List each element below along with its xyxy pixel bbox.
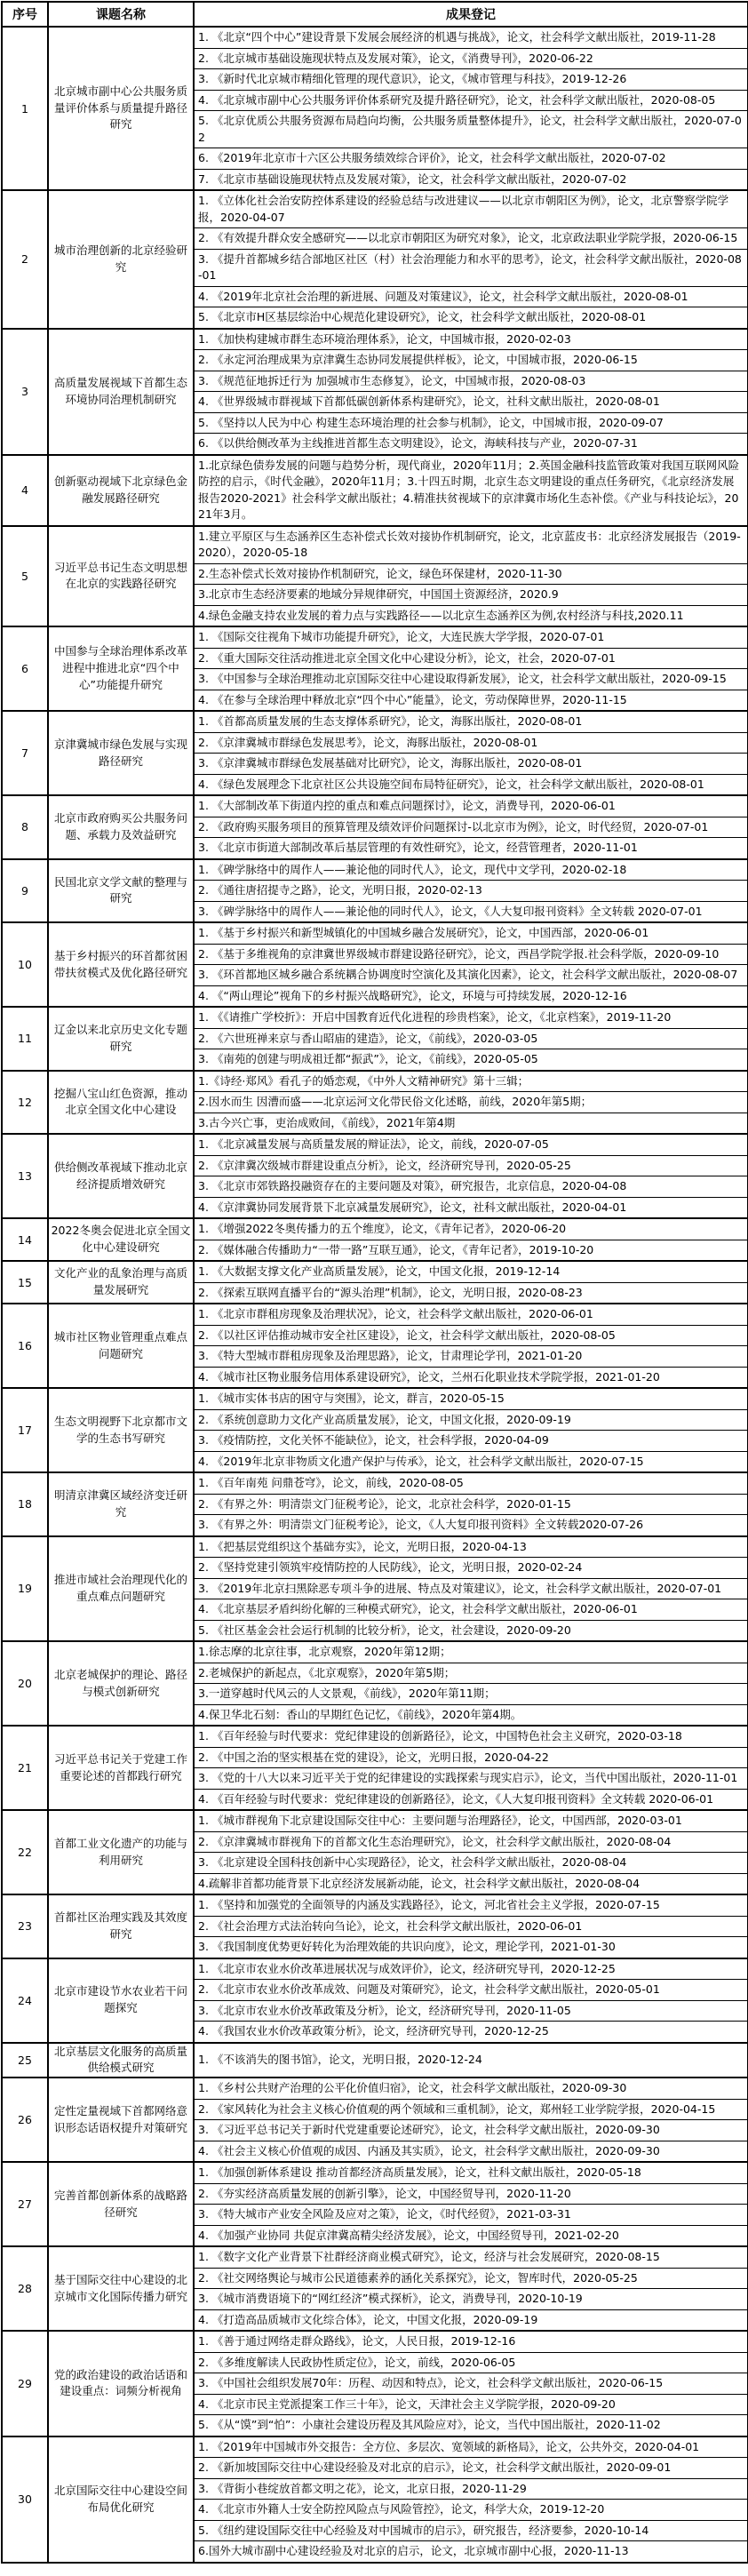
- row-serial-number: 4: [2, 455, 48, 526]
- result-item: 2. 《基于多维视角的京津冀世界级城市群建设路径研究》，论文，西昌学院学报.社会科学版，2020-09-10: [195, 944, 747, 965]
- result-item: 1. 《坚持和加强党的全面领导的内涵及实践路径》，论文，河北省社会主义学报，2020-07-15: [198, 1898, 660, 1911]
- result-item: 1. 《《请推广学校折》：开启中国教育近代化进程的珍贵档案》，论文，《北京档案》，2019-11-20: [198, 1010, 672, 1024]
- row-achievements-cell: [194, 1472, 748, 1536]
- result-item: 1. 《北京市群租房现象及治理状况》，论文，社会科学文献出版社，2020-06-01: [198, 1307, 593, 1320]
- result-item: 1. 《大部制改革下街道内控的重点和难点问题探讨》，论文，消费导刊，2020-06-01: [198, 799, 616, 812]
- row-achievements-cell: [194, 1810, 748, 1894]
- result-item: 4.保卫华北石刻：香山的早期红色记忆，《前线》，2020年第4期。: [195, 1704, 747, 1726]
- table-row: [2, 27, 748, 190]
- row-project-title: 中国参与全球治理体系改革进程中推进北京“四个中心”功能提升研究: [48, 626, 194, 711]
- table-row: [2, 190, 748, 329]
- row-project-title: 辽金以来北京历史文化专题研究: [48, 1007, 194, 1071]
- row-achievements-cell: [194, 1536, 748, 1642]
- row-serial-number: 10: [2, 922, 48, 1007]
- result-item: 1. 《善于通过网络走群众路线》，论文，人民日报，2019-12-16: [198, 2334, 516, 2348]
- result-item: 4. 《城市社区物业服务信用体系建设研究》，论文，兰州石化职业技术学院学报，2021-01-20: [195, 1367, 747, 1388]
- result-item: 1. 《北京减量发展与高质量发展的辩证法》，论文，前线，2020-07-05: [198, 1137, 549, 1151]
- table-row: [2, 1304, 748, 1388]
- table-row: [2, 1218, 748, 1261]
- result-item: 7. 《北京市基础设施现状特点及发展对策》，论文，社会科学文献出版社，2020-07-02: [195, 169, 747, 190]
- result-item: 1. 《北京“四个中心”建设背景下发展会展经济的机遇与挑战》，论文，社会科学文献出版社，2019-11-28: [198, 30, 716, 44]
- result-item: 4. 《北京市外籍人士安全防控风险点与风险管控》，论文，科学大众，2019-12-20: [195, 2499, 747, 2520]
- result-item: 1.徐志摩的北京往事，北京观察，2020年第12期；: [198, 1645, 451, 1658]
- result-item: 3. 《特大型城市群租房现象及治理思路》，论文，甘肃理论学刊，2021-01-20: [195, 1345, 747, 1367]
- row-project-title: 首都社区治理实践及其效度研究: [48, 1894, 194, 1958]
- row-achievements-cell: [194, 711, 748, 795]
- row-project-title: 基于国际交往中心建设的北京城市文化国际传播力研究: [48, 2246, 194, 2331]
- result-item: 3. 《北京建设全国科技创新中心实现路径》，论文，社会科学文献出版社，2020-08-04: [195, 1852, 747, 1873]
- row-serial-number: 30: [2, 2436, 48, 2563]
- result-item: 3. 《中国参与全球治理推动北京国际交往中心建设取得新发展》，论文，社会科学文献出版社，2020-09-15: [195, 668, 747, 690]
- row-project-title: 北京市建设节水农业若干问题探究: [48, 1958, 194, 2043]
- result-item: 2. 《媒体融合传播助力“一带一路”互联互通》，论文，《青年记者》，2019-10-20: [195, 1240, 747, 1261]
- result-item: 6. 《2019年北京市十六区公共服务绩效综合评价》，论文，社会科学文献出版社，2020-07-02: [195, 148, 747, 169]
- row-achievements-cell: [194, 1134, 748, 1218]
- result-item: 3. 《北京市郊铁路投融资存在的主要问题及对策》，研究报告，北京信息，2020-04-08: [195, 1176, 747, 1197]
- table-row: [2, 2436, 748, 2563]
- row-serial-number: 28: [2, 2246, 48, 2331]
- result-item: 2. 《社交网络舆论与城市公民道德素养的涵化关系探究》，论文，智库时代，2020-05-25: [195, 2268, 747, 2289]
- row-serial-number: 26: [2, 2078, 48, 2162]
- result-item: 1. 《首都高质量发展的生态支撑体系研究》，论文，海豚出版社，2020-08-01: [198, 714, 583, 728]
- table-row: [2, 2043, 748, 2078]
- result-item: 2. 《永定河治理成果为京津冀生态协同发展提供样板》，论文，中国城市报，2020-06-15: [195, 349, 747, 371]
- result-item: 1. 《不该消失的图书馆》，论文，光明日报，2020-12-24: [198, 2053, 482, 2066]
- result-item: 4. 《世界级城市群视域下首都低碳创新体系构建研究》，论文，社科文献出版社，2020-08-01: [195, 391, 747, 412]
- row-achievements-cell: [194, 455, 748, 526]
- table-row: [2, 2331, 748, 2436]
- row-achievements-cell: [194, 329, 748, 455]
- result-item: 1. 《立体化社会治安防控体系建设的经验总结与改进建议——以北京市朝阳区为例》，论文，北京警察学院学报，2020-04-07: [198, 194, 729, 224]
- row-serial-number: 21: [2, 1726, 48, 1810]
- row-project-title: 创新驱动视域下北京绿色金融发展路径研究: [48, 455, 194, 526]
- result-item: 6.国外大城市副中心建设经验及对北京的启示，论文，北京城市副中心报，2020-11-13: [195, 2540, 747, 2562]
- row-achievements-cell: [194, 2331, 748, 2436]
- table-row: [2, 1261, 748, 1304]
- result-item: 1. 《把基层党组织这个基础夯实》，论文，光明日报，2020-04-13: [198, 1539, 527, 1553]
- result-item: 5. 《坚持以人民为中心 构建生态环境治理的社会参与机制》，论文，中国城市报，2020-09-07: [195, 412, 747, 434]
- row-serial-number: 22: [2, 1810, 48, 1894]
- result-item: 1. 《国际交往视角下城市功能提升研究》，论文，大连民族大学学报，2020-07-01: [198, 630, 605, 643]
- row-serial-number: 15: [2, 1261, 48, 1304]
- header-serial-number: 序号: [2, 2, 48, 27]
- row-achievements-cell: [194, 1388, 748, 1472]
- result-item: 2. 《中国之治的坚实根基在党的建设》，论文，光明日报，2020-04-22: [195, 1747, 747, 1768]
- row-serial-number: 5: [2, 526, 48, 627]
- row-achievements-cell: [194, 1958, 748, 2043]
- table-row: [2, 1536, 748, 1642]
- row-serial-number: 7: [2, 711, 48, 795]
- header-project-title: 课题名称: [48, 2, 194, 27]
- result-item: 3. 《背街小巷绽放首都文明之花》，论文，北京日报，2020-11-29: [195, 2478, 747, 2500]
- table-row: [2, 1472, 748, 1536]
- row-project-title: 北京老城保护的理论、路径与模式创新研究: [48, 1641, 194, 1726]
- table-row: [2, 711, 748, 795]
- result-item: 1.北京绿色债券发展的问题与趋势分析，现代商业，2020年11月；2.英国金融科技监管政策对我国互联网风险防控的启示，《时代金融》，2020年11月；3.十四五时期，北京生态文明建设的重点任务研究，《北京经济发展报告2020-2021》社会科学文献出版社；4.精准扶贫视域下的京津冀市场化生态补偿。《产业与科技论坛》，2021年3月。: [198, 458, 740, 521]
- result-item: 3. 《有界之外：明清崇文门征税考论》，论文，《人大复印报刊资料》全文转载2020-07-26: [195, 1514, 747, 1535]
- result-item: 2. 《坚持党建引领筑牢疫情防控的人民防线》，论文，光明日报，2020-02-24: [195, 1557, 747, 1578]
- result-item: 2. 《北京城市基础设施现状特点及发展对策》，论文，《消费导刊》，2020-06-22: [195, 48, 747, 69]
- result-item: 4. 《北京基层矛盾纠纷化解的三种模式研究》，论文，社会科学文献出版社，2020-06-01: [195, 1599, 747, 1620]
- row-project-title: 首都工业文化遗产的功能与利用研究: [48, 1810, 194, 1894]
- header-achievements: 成果登记: [194, 2, 748, 27]
- row-achievements-cell: [194, 859, 748, 923]
- research-results-table: [1, 1, 748, 2564]
- row-project-title: 高质量发展视域下首都生态环境协同治理机制研究: [48, 329, 194, 455]
- row-serial-number: 18: [2, 1472, 48, 1536]
- result-item: 3. 《中国社会组织发展70年：历程、动因和特点》，论文，社会科学文献出版社，2020-06-15: [195, 2373, 747, 2394]
- result-item: 1. 《乡村公共财产治理的公平化价值归宿》，论文，社会科学文献出版社，2020-09-30: [198, 2081, 627, 2094]
- row-project-title: 完善首都创新体系的战略路径研究: [48, 2162, 194, 2246]
- result-item: 2. 《多维度解读人民政协性质定位》，论文，前线，2020-06-05: [195, 2352, 747, 2373]
- result-item: 4. 《打造高品质城市文化综合体》，论文，中国文化报，2020-09-19: [195, 2309, 747, 2331]
- row-project-title: 习近平总书记生态文明思想在北京的实践路径研究: [48, 526, 194, 627]
- result-item: 1.《诗经·郑风》看孔子的婚恋观，《中外人文精神研究》第十三辑；: [198, 1073, 529, 1088]
- result-item: 4. 《北京市民主党派提案工作三十年》，论文，天津社会主义学院学报，2020-09-20: [195, 2394, 747, 2415]
- table-row: [2, 1958, 748, 2043]
- result-item: 4. 《2019年北京社会治理的新进展、问题及对策建议》，论文，社会科学文献出版社，2020-08-01: [195, 286, 747, 307]
- result-item: 1. 《2019年中国城市外交报告：全方位、多层次、宽领域的新格局》，论文，公共外交，2020-04-01: [198, 2439, 700, 2453]
- result-item: 4. 《京津冀协同发展背景下北京减量发展研究》，论文，社科文献出版社，2020-04-01: [195, 1197, 747, 1218]
- result-item: 2. 《新加坡国际交往中心建设经验及对北京的启示》，论文，社会科学文献出版社，2020-09-01: [195, 2457, 747, 2478]
- table-row: [2, 626, 748, 711]
- result-item: 1. 《北京市农业水价改革进展状况与成效评价》，论文，经济研究导刊，2020-12-25: [198, 1961, 616, 1975]
- result-item: 1. 《大数据支撑文化产业高质量发展》，论文，中国文化报，2019-12-14: [198, 1264, 561, 1278]
- result-item: 1.建立平原区与生态涵养区生态补偿式长效对接协作机制研究，论文，北京蓝皮书：北京经济发展报告（2019-2020），2020-05-18: [198, 529, 741, 559]
- result-item: 5. 《纽约建设国际交往中心经验及对中国城市的启示》，研究报告，经济要参，2020-10-14: [195, 2520, 747, 2541]
- row-achievements-cell: [194, 2078, 748, 2162]
- result-item: 2. 《探索互联网直播平台的“源头治理”机制》，论文，光明日报，2020-08-23: [195, 1282, 747, 1304]
- row-project-title: 2022冬奥会促进北京全国文化中心建设研究: [48, 1218, 194, 1261]
- row-project-title: 推进市域社会治理现代化的重点难点问题研究: [48, 1536, 194, 1642]
- row-serial-number: 16: [2, 1304, 48, 1388]
- result-item: 2.生态补偿式长效对接协作机制研究，论文，绿色环保建材，2020-11-30: [195, 563, 747, 585]
- result-item: 1. 《基于乡村振兴和新型城镇化的中国城乡融合发展研究》，论文，中国西部，2020-06-01: [198, 926, 649, 939]
- result-item: 3. 《疫情防控，文化关怀不能缺位》，论文，社会科学报，2020-04-09: [195, 1430, 747, 1451]
- row-project-title: 城市社区物业管理重点难点问题研究: [48, 1304, 194, 1388]
- result-item: 3. 《新时代北京城市精细化管理的现代意识》，论文，《城市管理与科技》，2019-12-26: [195, 68, 747, 90]
- result-item: 2. 《京津冀城市群绿色发展思考》，论文，海豚出版社，2020-08-01: [195, 732, 747, 754]
- row-project-title: 习近平总书记关于党建工作重要论述的首都践行研究: [48, 1726, 194, 1810]
- result-item: 5. 《北京优质公共服务资源布局趋向均衡，公共服务质量整体提升》，论文，社会科学文献出版社，2020-07-02: [195, 110, 747, 148]
- table-row: [2, 1894, 748, 1958]
- row-achievements-cell: [194, 1071, 748, 1135]
- result-item: 3. 《习近平总书记关于新时代党建重要论述研究》，论文，社会科学文献出版社，2020-09-30: [195, 2119, 747, 2141]
- row-serial-number: 19: [2, 1536, 48, 1642]
- result-item: 2.因水而生 因漕而盛——北京运河文化带民俗文化述略，前线，2020年第5期；: [195, 1091, 747, 1113]
- row-achievements-cell: [194, 1304, 748, 1388]
- result-item: 2. 《有效提升群众安全感研究——以北京市朝阳区为研究对象》，论文，北京政法职业学院学报，2020-06-15: [195, 227, 747, 249]
- row-achievements-cell: [194, 2043, 748, 2078]
- result-item: 3. 《提升首都城乡结合部地区社区（村）社会治理能力和水平的思考》，论文，社会科学文献出版社，2020-08-01: [195, 249, 747, 286]
- row-achievements-cell: [194, 1261, 748, 1304]
- result-item: 4. 《加强产业协同 共促京津冀高精尖经济发展》，论文，中国经贸导刊，2021-02-20: [195, 2225, 747, 2246]
- result-item: 5. 《社区基金会社会运行机制的比较分析》，论文，社会建设，2020-09-20: [195, 1620, 747, 1641]
- result-item: 2. 《有界之外：明清崇文门征税考论》，论文，北京社会科学，2020-01-15: [195, 1494, 747, 1515]
- table-row: [2, 2246, 748, 2331]
- result-item: 4. 《北京城市副中心公共服务评价体系研究及提升路径研究》，论文，社会科学文献出版社，2020-08-05: [195, 90, 747, 111]
- result-item: 1. 《城市实体书店的困守与突围》，论文，群言，2020-05-15: [198, 1392, 505, 1405]
- result-item: 2. 《家风转化为社会主义核心价值观的两个领域和三重机制》，论文，郑州轻工业学院学报，2020-04-15: [195, 2099, 747, 2120]
- row-project-title: 挖掘八宝山红色资源，推动北京全国文化中心建设: [48, 1071, 194, 1135]
- row-serial-number: 1: [2, 27, 48, 190]
- table-row: [2, 1071, 748, 1135]
- result-item: 6. 《以供给侧改革为主线推进首都生态文明建设》，论文，海峡科技与产业，2020-07-31: [195, 433, 747, 454]
- result-item: 2. 《京津冀城市群视角下的首都文化生态治理研究》，论文，社会科学文献出版社，2020-08-04: [195, 1831, 747, 1853]
- row-serial-number: 9: [2, 859, 48, 923]
- result-item: 4. 《百年经验与时代要求：党纪律建设的创新路径》，论文，《人大复印报刊资料》全文转载 2020-06-01: [195, 1789, 747, 1810]
- table-row: [2, 2162, 748, 2246]
- row-achievements-cell: [194, 626, 748, 711]
- row-serial-number: 29: [2, 2331, 48, 2436]
- row-project-title: 北京基层文化服务的高质量供给模式研究: [48, 2043, 194, 2078]
- table-header-row: [2, 2, 748, 27]
- results-table-body: [2, 27, 748, 2563]
- result-item: 1. 《百年经验与时代要求：党纪律建设的创新路径》，论文，中国特色社会主义研究，2020-03-18: [198, 1729, 682, 1743]
- result-item: 4. 《“两山理论”视角下的乡村振兴战略研究》，论文，环境与可持续发展，2020-12-16: [195, 985, 747, 1007]
- row-achievements-cell: [194, 922, 748, 1007]
- result-item: 3. 《北京市街道大部制改革后基层管理的有效性研究》，论文，经营管理者，2020-11-01: [195, 837, 747, 858]
- result-item: 2. 《政府购买服务项目的预算管理及绩效评价问题探讨-以北京市为例》，论文，时代经贸，2020-07-01: [195, 817, 747, 838]
- result-item: 4. 《社会主义核心价值观的成因、内涵及其实质》，论文，社会科学文献出版社，2020-09-30: [195, 2141, 747, 2162]
- result-item: 3. 《规范征地拆迁行为 加强城市生态修复》，论文，中国城市报，2020-08-03: [195, 371, 747, 392]
- row-achievements-cell: [194, 2436, 748, 2563]
- row-project-title: 定性定量视域下首都网络意识形态话语权提升对策研究: [48, 2078, 194, 2162]
- row-project-title: 明清京津冀区域经济变迁研究: [48, 1472, 194, 1536]
- result-item: 2. 《社会治理方式法治转向刍论》，论文，社会科学文献出版社，2020-06-01: [195, 1916, 747, 1937]
- result-item: 3. 《城市消费语境下的“网红经济”模式探析》，论文，消费导刊，2020-10-19: [195, 2288, 747, 2309]
- result-item: 2. 《夯实经济高质量发展的创新引擎》，论文，中国经贸导刊，2020-11-20: [195, 2183, 747, 2205]
- result-item: 1. 《加强创新体系建设 推动首都经济高质量发展》，论文，社科文献出版社，2020-05-18: [198, 2165, 641, 2179]
- row-serial-number: 14: [2, 1218, 48, 1261]
- row-serial-number: 13: [2, 1134, 48, 1218]
- row-project-title: 党的政治建设的政治话语和建设重点：词频分析视角: [48, 2331, 194, 2436]
- row-achievements-cell: [194, 190, 748, 329]
- result-item: 2. 《京津冀次级城市群建设重点分析》，论文，经济研究导刊，2020-05-25: [195, 1155, 747, 1176]
- row-achievements-cell: [194, 1894, 748, 1958]
- result-item: 1. 《增强2022冬奥传播力的五个维度》，论文，《青年记者》，2020-06-20: [198, 1222, 567, 1235]
- result-item: 3.一道穿越时代风云的人文景观，《前线》，2020年第11期；: [195, 1683, 747, 1704]
- row-project-title: 民国北京文学文献的整理与研究: [48, 859, 194, 923]
- row-serial-number: 12: [2, 1071, 48, 1135]
- table-row: [2, 1810, 748, 1894]
- table-row: [2, 455, 748, 526]
- result-item: 3.古今兴亡事，吏治成败间，《前线》，2021年第4期: [195, 1113, 747, 1134]
- result-item: 1. 《碑学脉络中的周作人——兼论他的同时代人》，论文，现代中文学刊，2020-02-18: [198, 862, 627, 876]
- result-item: 4. 《我国农业水价改革政策分析》，论文，经济研究导刊，2020-12-25: [195, 2021, 747, 2042]
- row-achievements-cell: [194, 27, 748, 190]
- table-row: [2, 2078, 748, 2162]
- result-item: 3. 《碑学脉络中的周作人——兼论他的同时代人》，论文，《人大复印报刊资料》全文转载 2020-07-01: [195, 901, 747, 922]
- result-item: 1. 《数字文化产业背景下社群经济商业模式研究》，论文，经济与社会发展研究，2020-08-15: [198, 2250, 660, 2263]
- result-item: 1. 《百年南苑 问鼎苍穹》，论文，前线，2020-08-05: [198, 1476, 464, 1489]
- result-item: 1. 《城市群视角下北京建设国际交往中心：主要问题与治理路径》，论文，中国西部，2020-03-01: [198, 1814, 682, 1827]
- row-serial-number: 27: [2, 2162, 48, 2246]
- row-achievements-cell: [194, 795, 748, 859]
- row-achievements-cell: [194, 1218, 748, 1261]
- row-project-title: 城市治理创新的北京经验研究: [48, 190, 194, 329]
- result-item: 4.绿色金融支持农业发展的着力点与实践路径——以北京生态涵养区为例,农村经济与科技,2020.11: [195, 605, 747, 626]
- result-item: 3. 《我国制度优势更好转化为治理效能的共识向度》，论文，理论学刊，2021-01-30: [195, 1936, 747, 1958]
- result-item: 3. 《京津冀城市群绿色发展基础对比研究》，论文，海豚出版社，2020-08-01: [195, 753, 747, 774]
- result-item: 2. 《六世班禅来京与香山昭庙的建造》，论文，《前线》，2020-03-05: [195, 1028, 747, 1049]
- result-item: 3. 《南苑的创建与明成祖迁都“振武”》，论文，《前线》，2020-05-05: [195, 1049, 747, 1070]
- result-item: 4. 《2019年北京非物质文化遗产保护与传承》，论文，社会科学文献出版社，2020-07-15: [195, 1451, 747, 1472]
- result-item: 2. 《通往唐招提寺之路》，论文，光明日报，2020-02-13: [195, 880, 747, 901]
- row-project-title: 京津冀城市绿色发展与实现路径研究: [48, 711, 194, 795]
- table-row: [2, 922, 748, 1007]
- result-item: 4. 《绿色发展理念下北京社区公共设施空间布局特征研究》，论文，社会科学文献出版社，2020-08-01: [195, 774, 747, 795]
- row-serial-number: 24: [2, 1958, 48, 2043]
- row-project-title: 供给侧改革视域下推动北京经济提质增效研究: [48, 1134, 194, 1218]
- row-serial-number: 23: [2, 1894, 48, 1958]
- result-item: 5. 《北京市H区基层综治中心规范化建设研究》，论文，社会科学文献出版社，2020-08-01: [195, 307, 747, 328]
- result-item: 3.北京市生态经济要素的地域分异规律研究，中国国土资源经济，2020.9: [195, 584, 747, 605]
- result-item: 2. 《以社区评估推动城市安全社区建设》，论文，社会科学文献出版社，2020-08-05: [195, 1325, 747, 1346]
- row-project-title: 北京市政府购买公共服务问题、承载力及效益研究: [48, 795, 194, 859]
- row-serial-number: 20: [2, 1641, 48, 1726]
- result-item: 2.老城保护的新起点，《北京观察》，2020年第5期；: [195, 1663, 747, 1684]
- table-row: [2, 1388, 748, 1472]
- row-project-title: 生态文明视野下北京都市文学的生态书写研究: [48, 1388, 194, 1472]
- result-item: 2. 《系统创意助力文化产业高质量发展》，论文，中国文化报，2020-09-19: [195, 1409, 747, 1431]
- table-row: [2, 1134, 748, 1218]
- result-item: 3. 《环首都地区城乡融合系统耦合协调度时空演化及其演化因素》，论文，社会科学文献出版社，2020-08-07: [195, 964, 747, 985]
- result-item: 2. 《重大国际交往活动推进北京全国文化中心建设分析》，论文，社会，2020-07-01: [195, 648, 747, 669]
- table-row: [2, 859, 748, 923]
- result-item: 4. 《在参与全球治理中释放北京“四个中心”能量》，论文，劳动保障世界，2020-11-15: [195, 690, 747, 711]
- row-achievements-cell: [194, 2162, 748, 2246]
- table-row: [2, 526, 748, 627]
- row-serial-number: 3: [2, 329, 48, 455]
- result-item: 3. 《北京市农业水价改革政策及分析》，论文，经济研究导刊，2020-11-05: [195, 2000, 747, 2022]
- row-achievements-cell: [194, 2246, 748, 2331]
- row-serial-number: 2: [2, 190, 48, 329]
- table-row: [2, 1726, 748, 1810]
- result-item: 4.疏解非首都功能背景下北京经济发展新动能，论文，社会科学文献出版社，2020-08-04: [195, 1873, 747, 1894]
- row-achievements-cell: [194, 1726, 748, 1810]
- row-serial-number: 25: [2, 2043, 48, 2078]
- result-item: 5. 《从“馍”到“怕”：小康社会建设历程及其风险应对》，论文，当代中国出版社，2020-11-02: [195, 2414, 747, 2436]
- row-achievements-cell: [194, 1007, 748, 1071]
- result-item: 1. 《加快构建城市群生态环境治理体系》，论文，中国城市报，2020-02-03: [198, 331, 571, 346]
- result-item: 3. 《党的十八大以来习近平关于党的纪律建设的实践探索与现实启示》，论文，当代中国出版社，2020-11-01: [195, 1767, 747, 1789]
- result-item: 3. 《2019年北京扫黑除恶专项斗争的进展、特点及对策建议》，论文，社会科学文献出版社，2020-07-01: [195, 1578, 747, 1599]
- row-serial-number: 8: [2, 795, 48, 859]
- row-project-title: 北京城市副中心公共服务质量评价体系与质量提升路径研究: [48, 27, 194, 190]
- row-achievements-cell: [194, 526, 748, 627]
- row-project-title: 北京国际交往中心建设空间布局优化研究: [48, 2436, 194, 2563]
- row-serial-number: 17: [2, 1388, 48, 1472]
- row-project-title: 文化产业的乱象治理与高质量发展研究: [48, 1261, 194, 1304]
- row-project-title: 基于乡村振兴的环首都贫困带扶贫模式及优化路径研究: [48, 922, 194, 1007]
- table-row: [2, 795, 748, 859]
- row-achievements-cell: [194, 1641, 748, 1726]
- result-item: 2. 《北京市农业水价改革成效、问题及对策研究》，论文，社会科学文献出版社，2020-05-01: [195, 1979, 747, 2000]
- table-row: [2, 1007, 748, 1071]
- table-row: [2, 329, 748, 455]
- table-row: [2, 1641, 748, 1726]
- row-serial-number: 11: [2, 1007, 48, 1071]
- row-serial-number: 6: [2, 626, 48, 711]
- result-item: 3. 《特大城市产业安全风险及应对之策》，论文，《时代经贸》，2021-03-31: [195, 2204, 747, 2225]
